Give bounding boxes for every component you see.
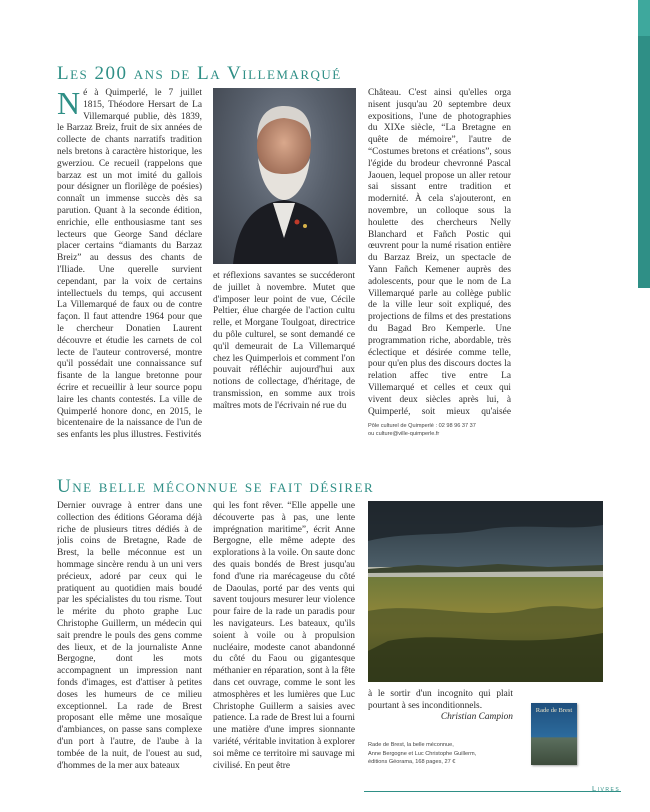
section-label: Livres (592, 784, 621, 793)
book-cover-title: Rade de Brest (535, 707, 573, 714)
book-reference-line: Rade de Brest, la belle méconnue, (368, 742, 454, 748)
review-ending: à le sortir d'un incognito qui plait pourtant à ses inconditionnels. (368, 689, 513, 711)
edge-tab (638, 0, 650, 288)
book-reference-line: éditions Géorama, 168 pages, 27 € (368, 759, 456, 765)
review-text: qui les font rêver. “Elle appelle une découverte pas à pas, une lente imprégnation maritime”, écrit Anne Bergogne, elle même adepte des explorations à la voile. On saute donc des quais bondés de Brest jusqu'au fond d'une ria marécageuse du côté de Daoulas, porté par des vents qui savent toujours mesurer leur violence pour faire de la rade un paradis pour les navigateurs. Les bateaux, qu'ils soient à voile ou à propulsion nucléaire, modeste canot abandonné du côté du Faou ou gigantesque méthanier en réparation, sont à la fête dans cet ouvrage, comme le sont les atmosphères et les lumières que Luc Christophe Guillerm a saisies avec patience. La rade de Brest lui a fourni une matière d'une impres sionnante variété, véritable invitation à explorer soi même ce territoire mi sauvage mi civilisé. En peut être (213, 501, 355, 771)
article-text: Château. C'est ainsi qu'elles orga nisent jusqu'au 20 septembre deux expositions, l'une de photographies du XIXe siècle, “La Bretagne en quête de mémoire”, l'autre de “Costumes bretons et créations”, sous l'égide du brodeur chevronné Pascal Jaouen, lequel propose un aller retour sai sissant entre tradition et modernité. À cela s'ajouteront, en novembre, un colloque sous la houlette des chercheurs Nelly Blanchard et Fañch Postic qui œuvrent pour la numé risation entière du Barzaz Breiz, un spectacle de Yann Fañch Kemener auprès des adolescents, pour que le nom de La Villemarqué parle au collège public de la ville leur soit expliqué, des projections de films et des prestations du Bagad Bro Kemperle. Une programmation riche, abordable, très éclectique et désirée comme telle, pour qu'en plus des discours doctes la relation affec tive entre La Villemarqué et celles et ceux qui vivent deux siècles après lui, à Quimperlé, soit mieux qu'aisée (368, 88, 511, 417)
review-text: Dernier ouvrage à entrer dans une collection des éditions Géorama déjà riche de plusieurs titres dédiés à de jolis coins de Bretagne, Rade de Brest, la belle méconnue est un hommage sincère rendu à un uni vers précieux, adoré par ceux qui le pratiquent au quotidien mais boudé par les spécialistes du tou risme. Tout le mérite du photo graphe Luc Christophe Guillerm, un médecin qui sait prendre le pouls des gens comme des lieux, et de la journaliste Anne Bergogne, dont les mots accompagnent un impression nant fonds d'images, est d'attiser à petites doses les humeurs de ce milieu exceptionnel. La rade de Brest proposant elle même une mosaïque d'ambiances, on passe sans complexe d'un port à l'autre, de l'aube à la tombée de la nuit, de l'ouest au sud, d'hommes de la mer aux bateaux (57, 501, 202, 771)
section-title: Une belle méconnue se fait désirer (57, 476, 375, 497)
review-author: Christian Campion (440, 712, 513, 722)
landscape-illustration (368, 501, 603, 682)
article-column-1 (57, 88, 202, 473)
article-column-2 (213, 271, 355, 471)
review-column-2 (213, 501, 355, 787)
article-column-3 (368, 88, 511, 418)
article-text: et réflexions savantes se succéderont de juillet à novembre. Mutet que d'imposer leur point de vue, Cécile Peltier, élue chargée de l'action cultu relle, et Morgane Toulgoat, directrice du pôle culturel, se sont demandé ce qu'il demeurait de La Villemarqué chez les Quimperlois et comment l'on pouvait réfléchir aujourd'hui aux notions de collectage, d'héritage, de transmission, en somme aux trois maîtres mots de l'écrivain né rue du (213, 271, 355, 411)
section-title: Les 200 ans de La Villemarqué (57, 63, 342, 84)
portrait-illustration (213, 88, 356, 264)
article-text: é à Quimperlé, le 7 juillet 1815, Théodore Hersart de La Villemarqué publie, dès 1839, le Barzaz Breiz, fruit de six années de collecte de chants narratifs tradition nels bretons à caractère historique, les gwerziou. Ce recueil (rappelons que barzaz est un mot imité du gallois pour désigner un florilège de poésies) connaît un immense succès dès sa parution. Quant à la seconde édition, enrichie, elle enthousiasme tant ses lecteurs que George Sand déclare placer certains “diamants du Barzaz Breiz” au dessus des chants de l'Iliade. Une querelle survient cependant, par la voix de certains intellectuels du temps, qui accusent La Villemarqué de faux ou de contre façon. Il faut attendre 1964 pour que le chercheur Donatien Laurent découvre et étudie les carnets de col lecte de l'auteur controversé, montre qu'il possédait une connaissance suf fisante de la langue bretonne pour écrire et recueillir à leur source popu laire les chants contestés. La ville de Quimperlé honore donc, en 2015, le bicentenaire de la naissance de l'un de ses enfants les plus illustres. Festivités (57, 88, 202, 441)
review-column-1 (57, 501, 202, 787)
book-reference (368, 741, 518, 767)
landscape-photo (368, 501, 603, 682)
info-footnote (368, 422, 511, 438)
drop-cap: N (57, 88, 81, 121)
footer-rule (364, 791, 621, 792)
footnote-line: ou culture@ville-quimperle.fr (368, 431, 440, 437)
portrait-photo (213, 88, 356, 264)
book-reference-line: Anne Bergogne et Luc Christophe Guillerm, (368, 750, 477, 757)
book-cover-image (531, 703, 577, 765)
footnote-line: Pôle culturel de Quimperlé : 02 98 96 37 37 (368, 423, 476, 429)
